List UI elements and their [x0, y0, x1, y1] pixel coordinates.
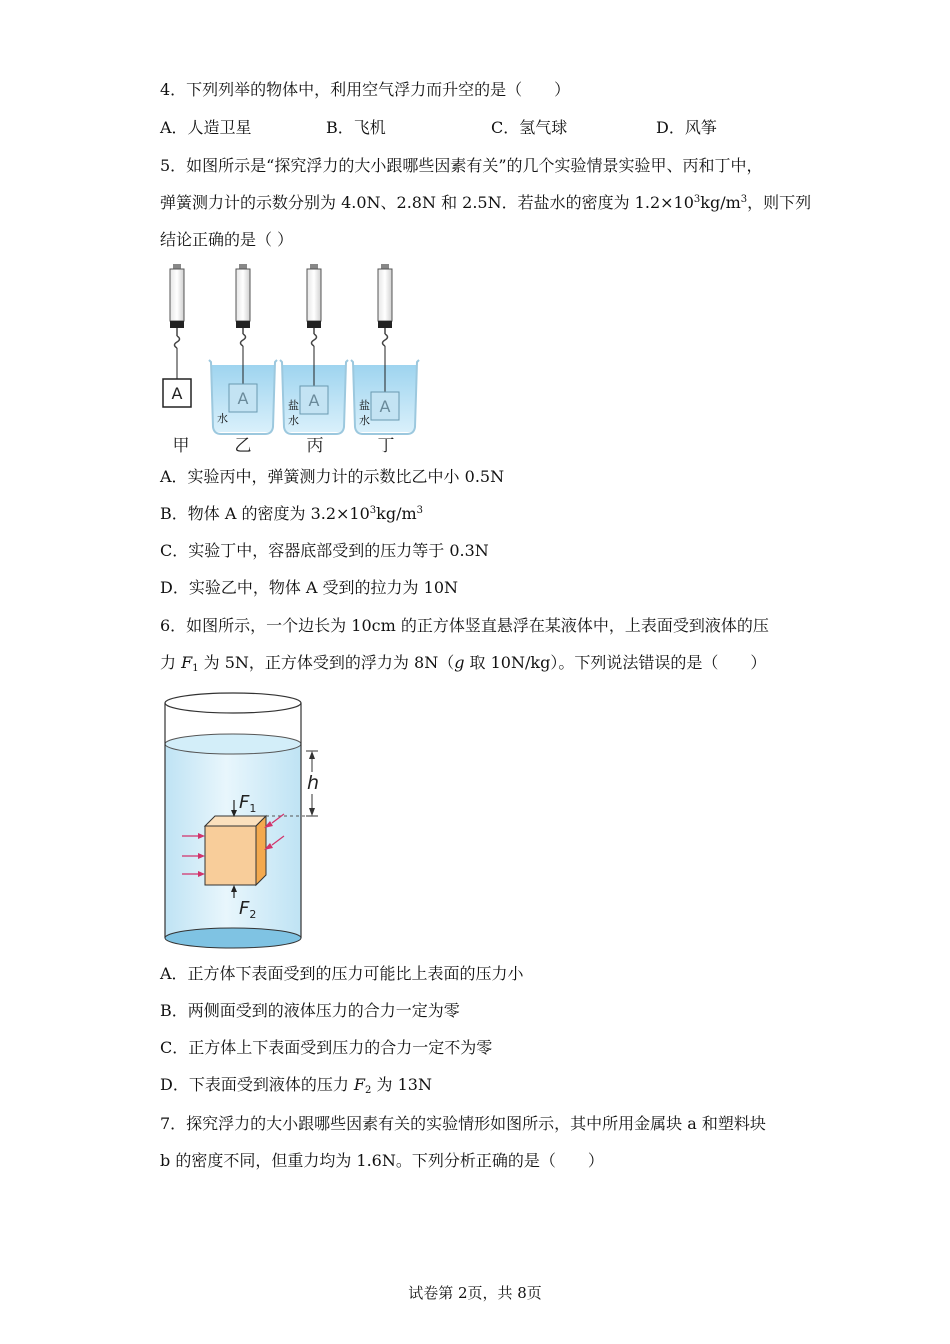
q4-option-a: A．人造卫星	[160, 118, 252, 137]
cube	[205, 816, 266, 885]
beaker-yi	[209, 264, 277, 434]
svg-text:水: 水	[288, 414, 299, 427]
q4-stem: 4．下列列举的物体中，利用空气浮力而升空的是（ ）	[160, 80, 571, 99]
q5-water-label: 水	[217, 412, 228, 425]
F1-label: $F_1$	[239, 792, 257, 815]
q6-stem-line2: 力 $F_1$ 为 5N，正方体受到的浮力为 8N（g 取 10N/kg）。下列说法错误的是（ ）	[160, 653, 767, 674]
q6-option-d: D．下表面受到液体的压力 $F_2$ 为 13N	[160, 1075, 432, 1096]
q5-option-c: C．实验丁中，容器底部受到的压力等于 0.3N	[160, 541, 489, 560]
q5-stem-line2: 弹簧测力计的示数分别为 4.0N、2.8N 和 2.5N．若盐水的密度为 $1.2\times 10^3kg/m^3$，则下列	[160, 193, 812, 212]
caption-ding: 丁	[377, 436, 395, 456]
page-footer: 试卷第 2页，共 8页	[408, 1284, 542, 1302]
svg-text:A: A	[308, 391, 320, 410]
caption-bing: 丙	[306, 436, 324, 456]
q5-option-d: D．实验乙中，物体 A 受到的拉力为 10N	[160, 578, 459, 597]
q4-option-d: D．风筝	[656, 118, 717, 137]
q6-figure	[160, 688, 340, 953]
q6-option-b: B．两侧面受到的液体压力的合力一定为零	[160, 1001, 460, 1020]
q5-option-a: A．实验丙中，弹簧测力计的示数比乙中小 0.5N	[160, 467, 505, 486]
svg-text:盐: 盐	[359, 399, 370, 412]
q6-stem-line1: 6．如图所示，一个边长为 10cm 的正方体竖直悬浮在某液体中，上表面受到液体的压	[160, 616, 769, 635]
caption-jia: 甲	[172, 436, 190, 456]
svg-text:水: 水	[359, 414, 370, 427]
svg-text:盐: 盐	[288, 399, 299, 412]
q7-stem-line1: 7．探究浮力的大小跟哪些因素有关的实验情形如图所示，其中所用金属块 a 和塑料块	[160, 1114, 766, 1133]
q6-option-c: C．正方体上下表面受到压力的合力一定不为零	[160, 1038, 493, 1057]
q5-block-label: A	[171, 384, 183, 403]
beaker-bing	[280, 264, 348, 434]
svg-text:A: A	[237, 389, 249, 408]
spring-scale-jia	[163, 264, 191, 407]
svg-text:A: A	[379, 397, 391, 416]
caption-yi: 乙	[234, 436, 252, 456]
q4-option-c: C．氢气球	[491, 118, 568, 137]
q4-option-b: B．飞机	[326, 118, 386, 137]
beaker-ding	[351, 264, 419, 434]
q5-stem-line3: 结论正确的是（ ）	[160, 230, 294, 249]
q5-option-b: B．物体 A 的密度为 $3.2\times 10^3kg/m^3$	[160, 504, 424, 523]
q5-stem-line1: 5．如图所示是“探究浮力的大小跟哪些因素有关”的几个实验情景实验甲、丙和丁中，	[160, 156, 763, 175]
h-label: h	[306, 772, 320, 794]
F2-label: $F_2$	[239, 898, 257, 921]
q6-option-a: A．正方体下表面受到的压力可能比上表面的压力小	[160, 964, 524, 983]
q5-figure	[155, 262, 435, 458]
q7-stem-line2: b 的密度不同，但重力均为 1.6N。下列分析正确的是（ ）	[160, 1151, 604, 1170]
